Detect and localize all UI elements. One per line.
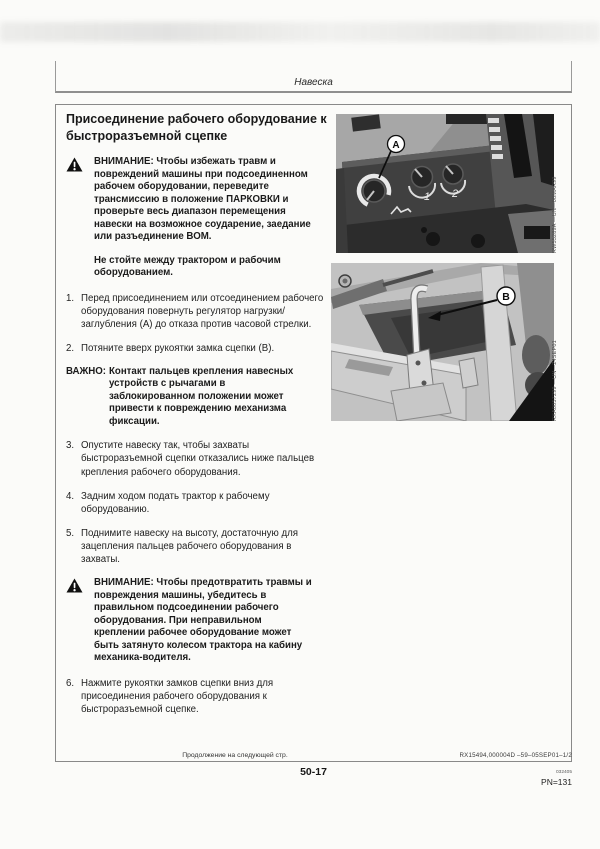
knob-label-2: 2	[452, 188, 459, 200]
figure-caption-panel: RW55289A —UN—08MAR99	[552, 176, 558, 253]
important-text: Контакт пальцев крепления навесных устройств с рычагами в заблокированном положении может привести к повреждению механизма фиксации.	[109, 365, 294, 427]
step-number: 4.	[66, 490, 75, 502]
hitch-photo	[331, 263, 554, 421]
step-item	[66, 292, 332, 331]
figure-control-panel	[336, 114, 554, 253]
step-text: Опустите навеску так, чтобы захваты быстроразъемной сцепки отказались ниже пальцев крепления рабочего оборудования.	[81, 440, 315, 478]
callout-a-label: A	[392, 139, 400, 151]
control-panel-photo	[336, 114, 554, 253]
doc-reference-code: RX15494,000004D –59–05SEP01–1/2	[459, 752, 572, 759]
step-item	[66, 490, 332, 516]
article-box	[55, 104, 572, 762]
warning-block-1	[66, 156, 332, 280]
step-item	[66, 342, 332, 355]
callout-b-label: B	[502, 291, 510, 303]
step-number: 2.	[66, 342, 75, 354]
step-text: Перед присоединением или отсоединением рабочего оборудования повернуть регулятор нагрузки/заглубления (A) до отказа против часовой стрелки.	[81, 292, 324, 330]
step-item	[66, 527, 332, 566]
step-text: Потяните вверх рукоятки замка сцепки (B).	[81, 342, 275, 354]
warning-text	[94, 577, 315, 665]
step-text: Нажмите рукоятки замков сцепки вниз для присоединения рабочего оборудования к быстроразъемной сцепке.	[81, 677, 274, 715]
continuation-note: Продолжение на следующей стр.	[182, 752, 288, 759]
step-item	[66, 439, 332, 478]
warning-text	[94, 156, 315, 280]
warning-paragraph: Не стойте между трактором и рабочим оборудованием.	[94, 254, 281, 278]
page-number: 50-17	[300, 766, 327, 778]
step-number: 6.	[66, 677, 75, 689]
step-text: Задним ходом подать трактор к рабочему оборудованию.	[81, 490, 270, 515]
step-item	[66, 677, 332, 716]
article-title: Присоединение рабочего оборудование к быстроразъемной сцепке	[66, 112, 327, 143]
text-column	[66, 111, 332, 727]
important-label: ВАЖНО:	[66, 365, 107, 377]
figure-caption-hitch: RXA0057299 —UN—24SEP01	[552, 340, 558, 421]
page-header	[55, 61, 572, 93]
section-title: Навеска	[294, 77, 333, 88]
print-date-code: 032405	[555, 770, 572, 775]
warning-triangle-icon	[66, 156, 83, 280]
warning-block-2	[66, 577, 332, 665]
step-number: 1.	[66, 292, 75, 304]
important-note	[66, 366, 332, 429]
step-number: 5.	[66, 527, 75, 539]
knob-label-1: 1	[424, 191, 431, 203]
figure-hitch-latch	[331, 263, 554, 421]
scan-artifact	[0, 22, 600, 42]
warning-triangle-icon	[66, 577, 83, 665]
warning-paragraph: ВНИМАНИЕ: Чтобы предотвратить травмы и повреждения машины, убедитесь в правильном подсоединении рабочего оборудования. При неправильном креплении рабочее оборудование может быть затянуто колесом трактора на кабину механика-водителя.	[94, 577, 312, 664]
step-number: 3.	[66, 440, 75, 452]
pn-number: PN=131	[541, 777, 572, 787]
warning-paragraph: ВНИМАНИЕ: Чтобы избежать травм и повреждений машины при подсоединенном рабочем оборудовании, переведите трансмиссию в положение ПАРКОВКИ и проверьте весь диапазон перемещения навески на возможное соударение, заедание или разъединение ВОМ.	[94, 156, 311, 242]
step-text: Поднимите навеску на высоту, достаточную для зацепления пальцев рабочего оборудования в захваты.	[81, 527, 299, 566]
